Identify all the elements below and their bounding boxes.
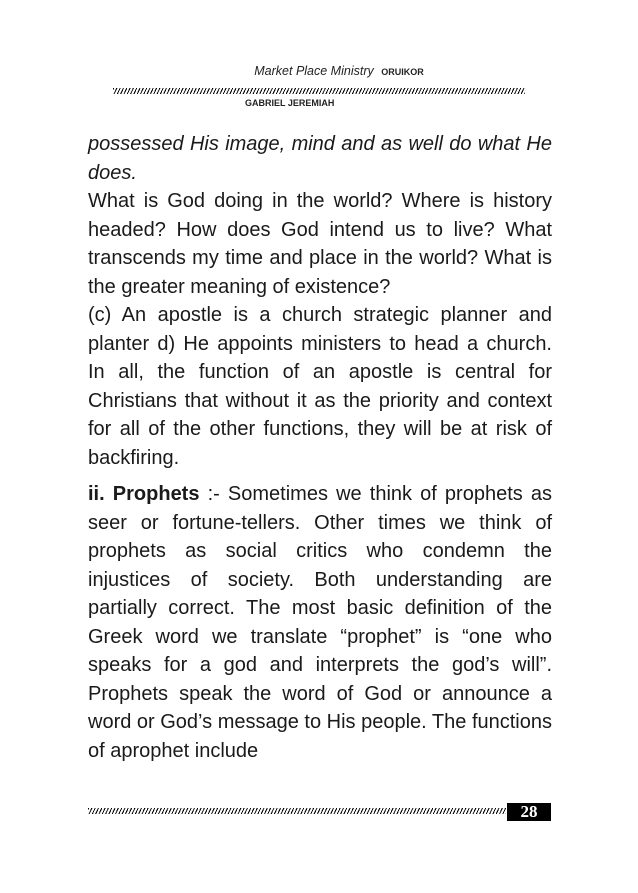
paragraph-continuation: possessed His image, mind and as well do what He does. bbox=[88, 133, 552, 184]
prophets-text: :- Sometimes we think of prophets as seer or fortune-tellers. Other times we think of prophets as social critics who condemn the injustices of society. Both understanding are partially correct. The most basic definition of the Greek word we translate “prophet” is “one who speaks for a god and interprets the god’s will”. Prophets speak the word of God or announce a word or God’s message to His people. The functions of aprophet include bbox=[88, 483, 552, 762]
author-name: GABRIEL JEREMIAH bbox=[245, 98, 335, 108]
book-title-suffix: ORUIKOR bbox=[381, 67, 424, 77]
page-body bbox=[88, 130, 552, 765]
paragraph-questions: What is God doing in the world? Where is history headed? How does God intend us to live? What transcends my time and place in the world? What is the greater meaning of existence? bbox=[88, 190, 552, 298]
page-number: 28 bbox=[507, 803, 551, 821]
paragraph-apostle: (c) An apostle is a church strategic planner and planter d) He appoints ministers to head a church. In all, the function of an apostle is central for Christians that without it as the priority and context for all of the other functions, they will be at risk of backfiring. bbox=[88, 304, 552, 469]
prophets-heading: ii. Prophets bbox=[88, 483, 200, 505]
header-hatch-rule bbox=[113, 88, 525, 94]
running-header bbox=[0, 64, 638, 78]
paragraph-prophets bbox=[88, 480, 552, 765]
footer-hatch-rule bbox=[88, 808, 506, 814]
book-title: Market Place Ministry bbox=[254, 64, 374, 78]
